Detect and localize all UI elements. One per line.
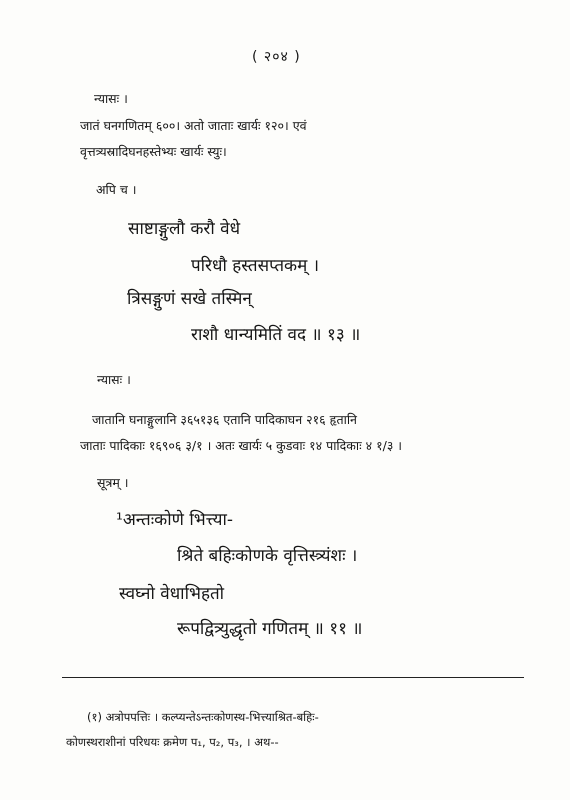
prose-line-4: जाताः पादिकाः १६९०६ ३/१ । अतः खार्यः ५ कुडवाः १४ पादिकाः ४ १/३ । [80, 438, 403, 453]
sutra-heading: सूत्रम् । [97, 475, 129, 490]
nyasa-heading-2: न्यासः । [97, 372, 131, 387]
footnote-line-1: (१) अत्रोपपत्तिः । कल्प्यन्तेऽन्तःकोणस्थ-भित्त्याश्रित-बहिः- [87, 710, 319, 724]
sutra-line-2: श्रिते बहिःकोणके वृत्तिस्त्र्यंशः । [177, 546, 358, 566]
verse-line-2: परिधौ हस्तसप्तकम् । [191, 256, 320, 276]
prose-line-3: जातानि घनाङ्गुलानि ३६५१३६ एतानि पादिकाघन २१६ हृतानि [92, 412, 357, 427]
footnote-line-2: कोणस्थराशीनां परिधयः क्रमेण प₁, प₂, प₃, । अथ-- [66, 735, 279, 749]
api-cha-heading: अपि च । [96, 182, 137, 197]
sutra-line-4: रूपद्वित्र्युद्धृतो गणितम् ॥ ११ ॥ [177, 619, 363, 639]
footnote-divider [62, 677, 524, 678]
sutra-line-3: स्वघ्नो वेधाभिहतो [119, 584, 225, 604]
verse-line-1: साष्टाङ्गुलौ करौ वेधे [128, 219, 241, 239]
nyasa-heading-1: न्यासः । [94, 91, 128, 106]
verse-line-3: त्रिसङ्गुणं सखे तस्मिन् [127, 289, 252, 309]
sutra-line-1: ¹अन्तःकोणे भित्त्या- [116, 510, 234, 530]
prose-line-1: जातं घनगणितम् ६००। अतो जाताः खार्यः १२०। एवं [80, 118, 307, 133]
page-number: ( २०४ ) [252, 49, 301, 65]
verse-line-4: राशौ धान्यमितिं वद ॥ १३ ॥ [191, 325, 361, 345]
prose-line-2: वृत्तत्र्यस्रादिघनहस्तेभ्यः खार्यः स्युः। [80, 144, 227, 159]
